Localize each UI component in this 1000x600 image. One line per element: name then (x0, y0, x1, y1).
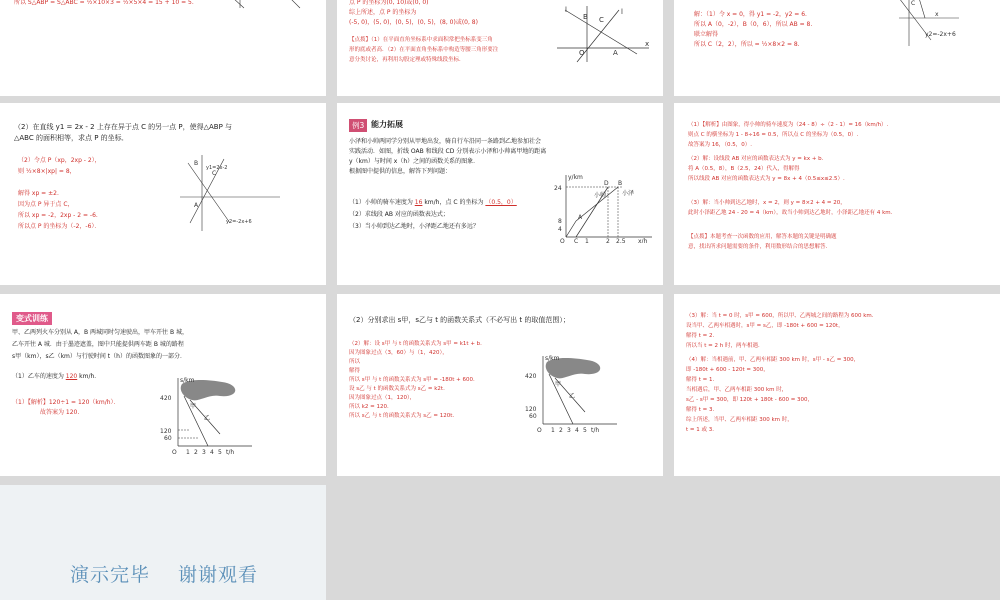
text-line: 小泽和小帅两同学分别从甲地出发，骑自行车沿同一条路到乙地参加社会 (349, 138, 542, 145)
text-line: (-5, 0)，(5, 0)，(0, 5)，(0, 5)，(8, 0)或(0, 8) (349, 19, 478, 26)
slide-thumbnail-3[interactable] (674, 0, 1000, 96)
axis-graph (230, 0, 310, 10)
svg-text:y1=2x-2: y1=2x-2 (206, 165, 228, 171)
svg-text:B: B (583, 13, 588, 21)
text-line: 则 ½×8×|xp| = 8， (18, 168, 76, 175)
svg-text:1: 1 (551, 427, 555, 434)
svg-text:A: A (613, 49, 618, 57)
svg-text:s/km: s/km (545, 355, 560, 362)
svg-text:420: 420 (160, 395, 172, 402)
text-line: 因为点 P 异于点 C， (18, 201, 74, 208)
text-line: 【点拨】本题考查一次函数的应用，解答本题的关键是明确题 (688, 234, 837, 240)
text-line: 此时小泽距乙地 24 - 20 = 4（km），故当小帅到达乙地时，小泽距乙地还有 4 km. (688, 210, 893, 216)
svg-text:C: C (212, 170, 217, 177)
svg-text:乙: 乙 (204, 415, 211, 422)
slide-thumbnail-2[interactable] (337, 0, 663, 96)
text-line: （3）解：当 t = 0 时，s甲 = 600，所以甲、乙两城之间的路程为 600 km. (686, 313, 874, 319)
svg-text:A: A (194, 202, 199, 209)
text-line: 解：（1）令 x = 0，得 y1 = -2，y2 = 6. (694, 11, 807, 18)
svg-text:y2=-2x+6: y2=-2x+6 (226, 219, 252, 225)
text-line: 所以 A（0，-2），B（0，6），所以 AB = 8. (694, 21, 813, 28)
text-line: （2）令点 P（xp，2xp - 2）， (18, 157, 101, 164)
svg-text:x/h: x/h (638, 238, 648, 243)
text-line: 乙车开往 A 城．由于墨迹遮盖，图中只能提供两车距 B 城的路程 (12, 341, 184, 348)
svg-text:B: B (618, 180, 623, 187)
text-line: s甲（km），s乙（km）与行驶时间 t（h）的函数图象的一部分． (12, 353, 186, 360)
text-line: 意分类讨论，再利用勾股定理或特殊线段坐标． (349, 57, 465, 63)
end-text-1: 演示完毕 (70, 564, 151, 586)
slide-thumbnail-5[interactable] (337, 103, 663, 285)
text-line: 即 -180t + 600 - 120t = 300， (686, 367, 769, 373)
text-line: 故答案为 16，（0.5，0）. (688, 142, 752, 148)
text-line: 所以 xp = -2，2xp - 2 = -6. (18, 212, 98, 219)
svg-text:A: A (578, 214, 583, 221)
text-line: 实践活动．如图，折线 OAB 和线段 CD 分别表示小泽和小帅离甲地的距离 (349, 148, 547, 155)
text-line: 所以 s乙 与 t 的函数关系式为 s乙 = 120t. (349, 413, 455, 419)
svg-text:120: 120 (160, 428, 172, 435)
example-badge: 例3 (349, 119, 367, 132)
svg-text:l: l (565, 6, 567, 14)
text-line: 联立解得 (694, 31, 719, 38)
slide-thumbnail-8[interactable] (337, 294, 663, 476)
svg-text:O: O (560, 238, 565, 243)
text-line: 当相遇后，甲、乙两车相距 300 km 时， (686, 387, 788, 393)
text-line: 所以点 P 的坐标为（-2，-6）． (18, 223, 101, 230)
svg-text:甲: 甲 (555, 381, 562, 388)
svg-text:4: 4 (558, 226, 562, 233)
svg-text:24: 24 (554, 185, 562, 192)
text-line: 所以 s甲 与 t 的函数关系式为 s甲 = -180t + 600. (349, 377, 475, 383)
text-line: 因为图象过点（3，60）与（1，420）， (349, 350, 448, 356)
svg-text:2.5: 2.5 (616, 238, 626, 243)
svg-text:乙: 乙 (569, 393, 576, 400)
text-line: （1）【解析】由图象，得小帅的骑车速度为（24 - 8）÷（2 - 1）= 16（km/h）. (688, 122, 889, 128)
text-line: 所以 (349, 359, 361, 365)
text-line: （2）解：设 s甲 与 t 的函数关系式为 s甲 = k1t + b. (349, 341, 482, 347)
text-line: 点 P 的坐标为(0, 10)或(0, 0) (349, 0, 429, 6)
question-1: （1）小帅的骑车速度为 16 km/h，点 C 的坐标为 （0.5，0） (349, 199, 517, 206)
svg-text:小泽: 小泽 (622, 190, 635, 197)
svg-text:3: 3 (202, 449, 206, 456)
svg-text:5: 5 (218, 449, 222, 456)
svg-text:60: 60 (164, 435, 172, 442)
slide-thumbnail-10[interactable] (0, 485, 326, 600)
text-line: 解得 xp = ±2. (18, 190, 59, 197)
svg-text:C: C (574, 238, 579, 243)
question-text: （2）分别求出 s甲，s乙与 t 的函数关系式（不必写出 t 的取值范围）； (349, 316, 570, 324)
svg-text:3: 3 (567, 427, 571, 434)
svg-text:O: O (579, 49, 585, 57)
svg-text:4: 4 (575, 427, 579, 434)
slide-thumbnail-7[interactable] (0, 294, 326, 476)
svg-text:1: 1 (585, 238, 589, 243)
svg-text:s/km: s/km (180, 377, 195, 384)
svg-text:5: 5 (583, 427, 587, 434)
text-line: 根据图中提供的信息，解答下列问题： (349, 168, 452, 175)
text-line: （1）【解析】120÷1 = 120（km/h）． (12, 399, 120, 406)
svg-text:y2=-2x+6: y2=-2x+6 (925, 31, 956, 38)
svg-text:t/h: t/h (226, 449, 235, 456)
text-line: 设 s乙 与 t 的函数关系式为 s乙 = k2t. (349, 386, 445, 392)
variant-badge: 变式训练 (12, 312, 52, 325)
svg-text:420: 420 (525, 373, 537, 380)
text-line: 形的底或者高．（2）在平面直角坐标系中构造等腰三角形要注 (349, 47, 499, 53)
slide-thumbnail-6[interactable] (674, 103, 1000, 285)
distance-time-graph (552, 173, 662, 243)
question-text: △ABC 的面积相等，求点 P 的坐标． (14, 134, 129, 142)
text-line: 综上所述，点 P 的坐标为 (349, 9, 417, 16)
text-line: 设当甲、乙两车相遇时，s甲 = s乙，即 -180t + 600 = 120t， (686, 323, 844, 329)
svg-text:B: B (194, 160, 199, 167)
text-line: t = 1 或 3. (686, 427, 715, 433)
svg-text:60: 60 (529, 413, 537, 420)
text-line: 所以 C（2，2），所以 = ½×8×2 = 8. (694, 41, 800, 48)
text-line: 所以 S△ABP = S△ABC = ½×10×3 = ½×5×4 = 15 + 10 = 5. (14, 0, 194, 6)
svg-text:t/h: t/h (591, 427, 600, 434)
svg-text:y/km: y/km (568, 174, 583, 181)
svg-text:C: C (599, 16, 604, 24)
distance-time-graph (525, 354, 625, 434)
svg-text:小帅: 小帅 (594, 192, 607, 199)
svg-text:2: 2 (559, 427, 563, 434)
text-line: 所以 k2 = 120. (349, 404, 389, 410)
question-1: （1）乙车的速度为 120 km/h． (12, 373, 101, 380)
text-line: （4）解：当相遇前，甲、乙两车相距 300 km 时，s甲 - s乙 = 300， (686, 357, 860, 363)
text-line: 【点拨】（1）在平面直角坐标系中求面积常把坐标系变三角 (349, 37, 493, 43)
slide-thumbnail-9[interactable] (674, 294, 1000, 476)
svg-text:甲: 甲 (190, 403, 197, 410)
svg-text:O: O (172, 449, 177, 456)
slide-thumbnail-1[interactable] (0, 0, 326, 96)
text-line: 综上所述，当甲、乙两车相距 300 km 时， (686, 417, 793, 423)
svg-text:x: x (935, 11, 939, 18)
svg-text:x: x (645, 40, 650, 48)
text-line: 甲、乙两列火车分别从 A，B 两城同时匀速驶出，甲车开往 B 城， (12, 329, 188, 336)
text-line: （3）解：当小帅到达乙地时，x = 2，则 y = 8×2 + 4 = 20， (688, 200, 846, 206)
text-line: （3）当小帅到达乙地时，小泽距乙地还有多远？ (349, 223, 479, 230)
svg-text:l: l (621, 8, 623, 16)
coordinate-graph (557, 4, 657, 64)
text-line: 所以当 t = 2 h 时，两车相遇． (686, 343, 764, 349)
end-text-2: 谢谢观看 (178, 564, 259, 586)
text-line: 解得 t = 2. (686, 333, 715, 339)
svg-text:2: 2 (606, 238, 610, 243)
text-line: （2）求线段 AB 对应的函数表达式； (349, 211, 449, 218)
question-text: （2）在直线 y1 = 2x - 2 上存在异于点 C 的另一点 P，使得△ABP 与 (14, 123, 233, 131)
coordinate-graph (180, 153, 290, 233)
text-line: 意，找出所求问题需要的条件，利用数形结合的思想解答． (688, 244, 832, 250)
text-line: 所以线段 AB 对应的函数表达式为 y = 8x + 4（0.5≤x≤2.5）. (688, 176, 845, 182)
distance-time-graph (160, 376, 260, 456)
text-line: 则点 C 的横坐标为 1 - 8÷16 = 0.5，所以点 C 的坐标为（0.5，0）. (688, 132, 859, 138)
section-title: 能力拓展 (371, 120, 403, 129)
text-line: y（km）与时间 x（h）之间的函数关系的图象． (349, 158, 480, 165)
text-line: s乙 - s甲 = 300，即 120t + 180t - 600 = 300， (686, 397, 814, 403)
svg-text:O: O (537, 427, 542, 434)
svg-text:4: 4 (210, 449, 214, 456)
svg-text:D: D (604, 180, 609, 187)
svg-text:C: C (911, 0, 916, 7)
svg-text:120: 120 (525, 406, 537, 413)
text-line: 因为图象过点（1，120）， (349, 395, 416, 401)
text-line: （2）解：设线段 AB 对应的函数表达式为 y = kx + b. (688, 156, 824, 162)
text-line: 解得 t = 1. (686, 377, 715, 383)
coordinate-graph (879, 0, 979, 48)
text-line: 将 A（0.5，8），B（2.5，24）代入，得解得 (688, 166, 800, 172)
svg-text:2: 2 (194, 449, 198, 456)
svg-text:8: 8 (558, 218, 562, 225)
svg-text:1: 1 (186, 449, 190, 456)
text-line: 解得 (349, 368, 361, 374)
slide-thumbnail-4[interactable] (0, 103, 326, 285)
text-line: 故答案为 120. (40, 409, 80, 416)
text-line: 解得 t = 3. (686, 407, 715, 413)
